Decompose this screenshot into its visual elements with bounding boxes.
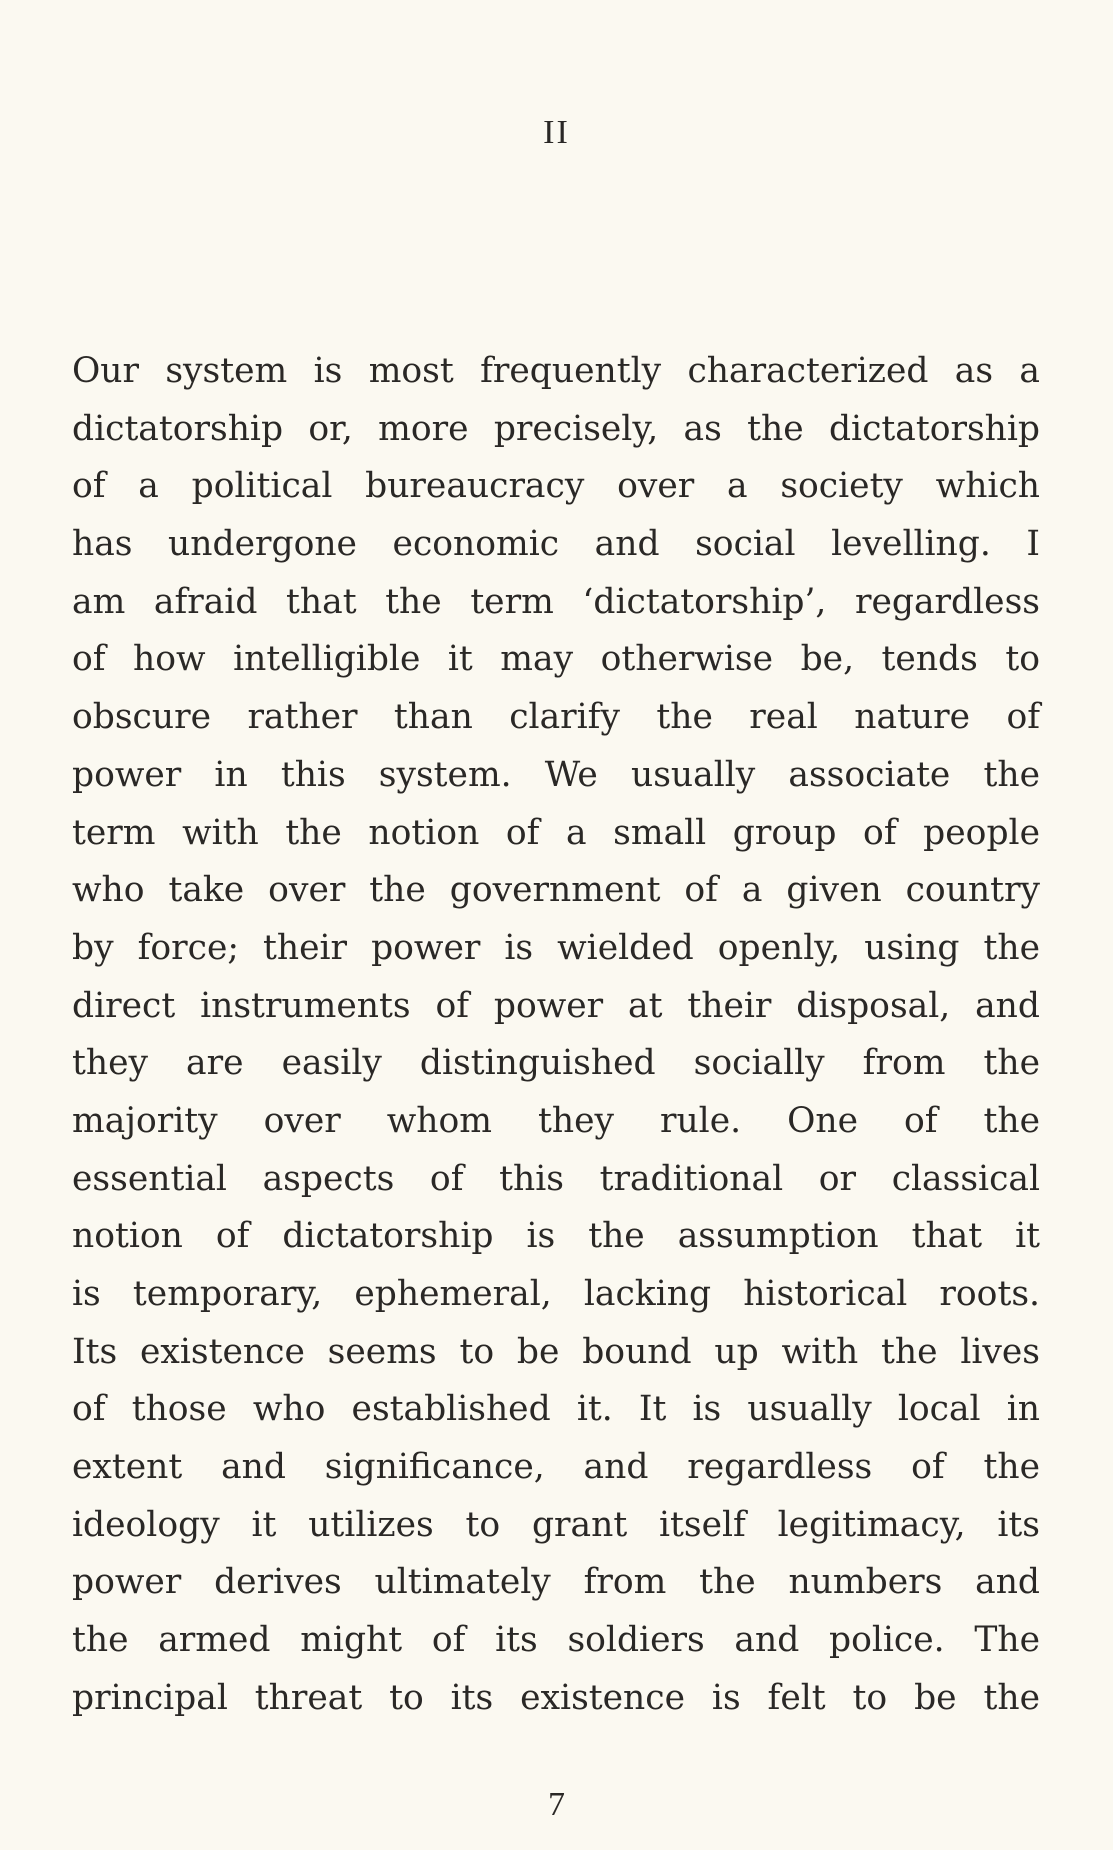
- text-line: of a political bureaucracy over a society which: [72, 466, 1040, 507]
- text-line: essential aspects of this traditional or classical: [72, 1158, 1040, 1199]
- text-line: has undergone economic and social levelling. I: [72, 524, 1040, 565]
- text-line: ideology it utilizes to grant itself legitimacy, its: [72, 1504, 1040, 1545]
- text-line: of how intelligible it may otherwise be, tends to: [72, 639, 1040, 680]
- text-line: direct instruments of power at their disposal, and: [72, 985, 1040, 1026]
- text-line: Its existence seems to be bound up with the lives: [72, 1331, 1040, 1372]
- chapter-numeral: II: [543, 114, 570, 151]
- text-line: majority over whom they rule. One of the: [72, 1100, 1040, 1141]
- text-line: extent and significance, and regardless of the: [72, 1447, 1040, 1488]
- text-line: notion of dictatorship is the assumption that it: [72, 1216, 1040, 1257]
- text-line: they are easily distinguished socially from the: [72, 1043, 1040, 1084]
- text-line: power derives ultimately from the numbers and: [72, 1562, 1040, 1603]
- text-line: by force; their power is wielded openly, using the: [72, 927, 1040, 968]
- body-paragraph: [72, 343, 1040, 1728]
- text-line: Our system is most frequently characterized as a: [72, 351, 1040, 391]
- text-line: is temporary, ephemeral, lacking historical roots.: [72, 1274, 1040, 1314]
- text-line: am afraid that the term ‘dictatorship’, regardless: [72, 581, 1040, 622]
- page-number: 7: [548, 1786, 565, 1823]
- text-line: obscure rather than clarify the real nature of: [72, 697, 1040, 738]
- text-line: who take over the government of a given country: [72, 870, 1040, 911]
- text-line: of those who established it. It is usually local in: [72, 1389, 1040, 1430]
- text-line: term with the notion of a small group of people: [72, 812, 1040, 853]
- text-line: the armed might of its soldiers and police. The: [72, 1620, 1040, 1661]
- text-line: principal threat to its existence is felt to be the: [72, 1677, 1040, 1718]
- text-line: dictatorship or, more precisely, as the dictatorship: [72, 408, 1040, 449]
- text-line: power in this system. We usually associate the: [72, 754, 1040, 795]
